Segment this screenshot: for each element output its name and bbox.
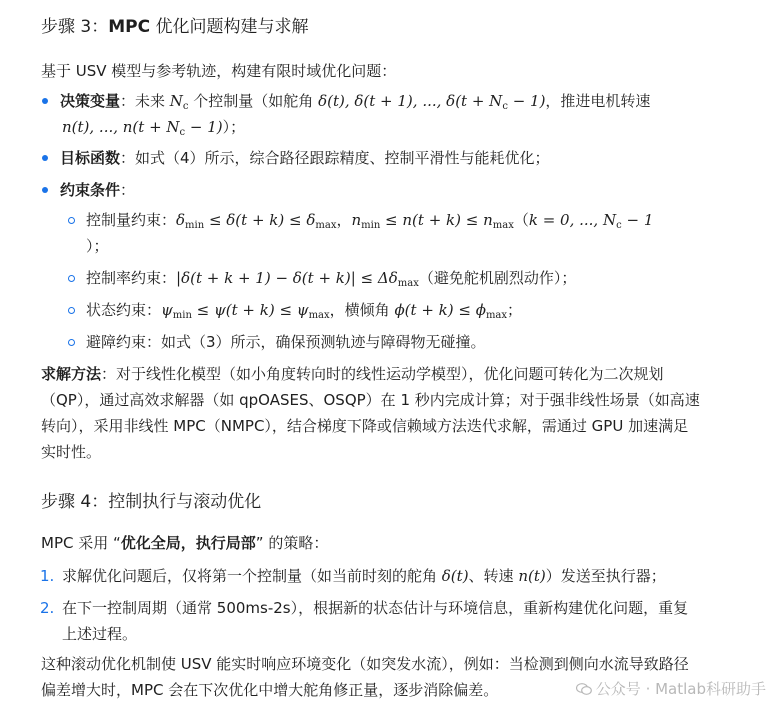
bullet-dot <box>42 155 48 161</box>
solve-method-paragraph: 求解方法：对于线性化模型（如小角度转向时的线性运动学模型），优化问题可转化为二次规划 （QP），通过高效求解器（如 qpOASES、OSQP）在 1 秒内完成计算；对于强非线性场景（如高速 转向），采用非线性 MPC（NMPC），结合梯度下降或信赖域方法迭代求解，需通过 GPU 加速满足 实时性。 <box>41 365 700 461</box>
bullet-dot <box>42 187 48 193</box>
constraint-rate: 控制率约束：$|\delta(t + k + 1) - \delta(t + k)| \le \Delta\delta_{max}$（避免舵机剧烈动作）； <box>86 269 577 289</box>
step3-heading: 步骤 3：MPC 优化问题构建与求解 <box>41 17 309 37</box>
bullet-decision-variables: 决策变量：未来 $N_c$ 个控制量（如舵角 δ(t), δ(t + 1), ..., $\delta(t + N_c - 1)$，推进电机转速 <box>60 92 651 112</box>
constraint-control-line2: ）； <box>86 237 109 255</box>
list-number: 2. <box>40 599 55 617</box>
step3-intro: 基于 USV 模型与参考轨迹，构建有限时域优化问题： <box>41 62 397 80</box>
list-number: 1. <box>40 567 55 585</box>
step4-item-1: 求解优化问题后，仅将第一个控制量（如当前时刻的舵角 δ(t)、转速 n(t)）发送至执行器； <box>62 567 666 585</box>
closing-paragraph: 这种滚动优化机制使 USV 能实时响应环境变化（如突发水流），例如：当检测到侧向水流导致路径 偏差增大时，MPC 会在下次优化中增大舵角修正量，逐步消除偏差。 <box>41 655 689 699</box>
bullet-dot <box>42 98 48 104</box>
bullet-constraints: 约束条件： <box>60 181 136 199</box>
watermark <box>576 676 766 702</box>
bullet-objective: 目标函数：如式（4）所示，综合路径跟踪精度、控制平滑性与能耗优化； <box>60 149 550 167</box>
wechat-icon <box>576 683 592 695</box>
watermark-text: 公众号 · Matlab科研助手 <box>595 680 766 698</box>
bullet-decision-variables-line2: n(t), ..., $n(t + N_c - 1)$）； <box>62 118 246 138</box>
sub-bullet-circle <box>68 217 75 224</box>
constraint-obstacle: 避障约束：如式（3）所示，确保预测轨迹与障碍物无碰撞。 <box>86 333 486 351</box>
step4-heading: 步骤 4：控制执行与滚动优化 <box>41 492 262 512</box>
constraint-state: 状态约束：$\psi_{min} \le \psi(t + k) \le \psi_{max}$，横倾角 $\phi(t + k) \le \phi_{max}$； <box>86 301 523 321</box>
step4-intro: MPC 采用 “优化全局，执行局部” 的策略： <box>41 534 329 552</box>
step4-item-2: 在下一控制周期（通常 500ms-2s），根据新的状态估计与环境信息，重新构建优化问题，重复 上述过程。 <box>62 599 689 643</box>
sub-bullet-circle <box>68 275 75 282</box>
sub-bullet-circle <box>68 307 75 314</box>
constraint-control: 控制量约束：$\delta_{min} \le \delta(t + k) \le \delta_{max}$，$n_{min} \le n(t + k) \le n_{max}(k = 0$, ..., $N_c - 1$ <box>86 211 654 231</box>
sub-bullet-circle <box>68 339 75 346</box>
